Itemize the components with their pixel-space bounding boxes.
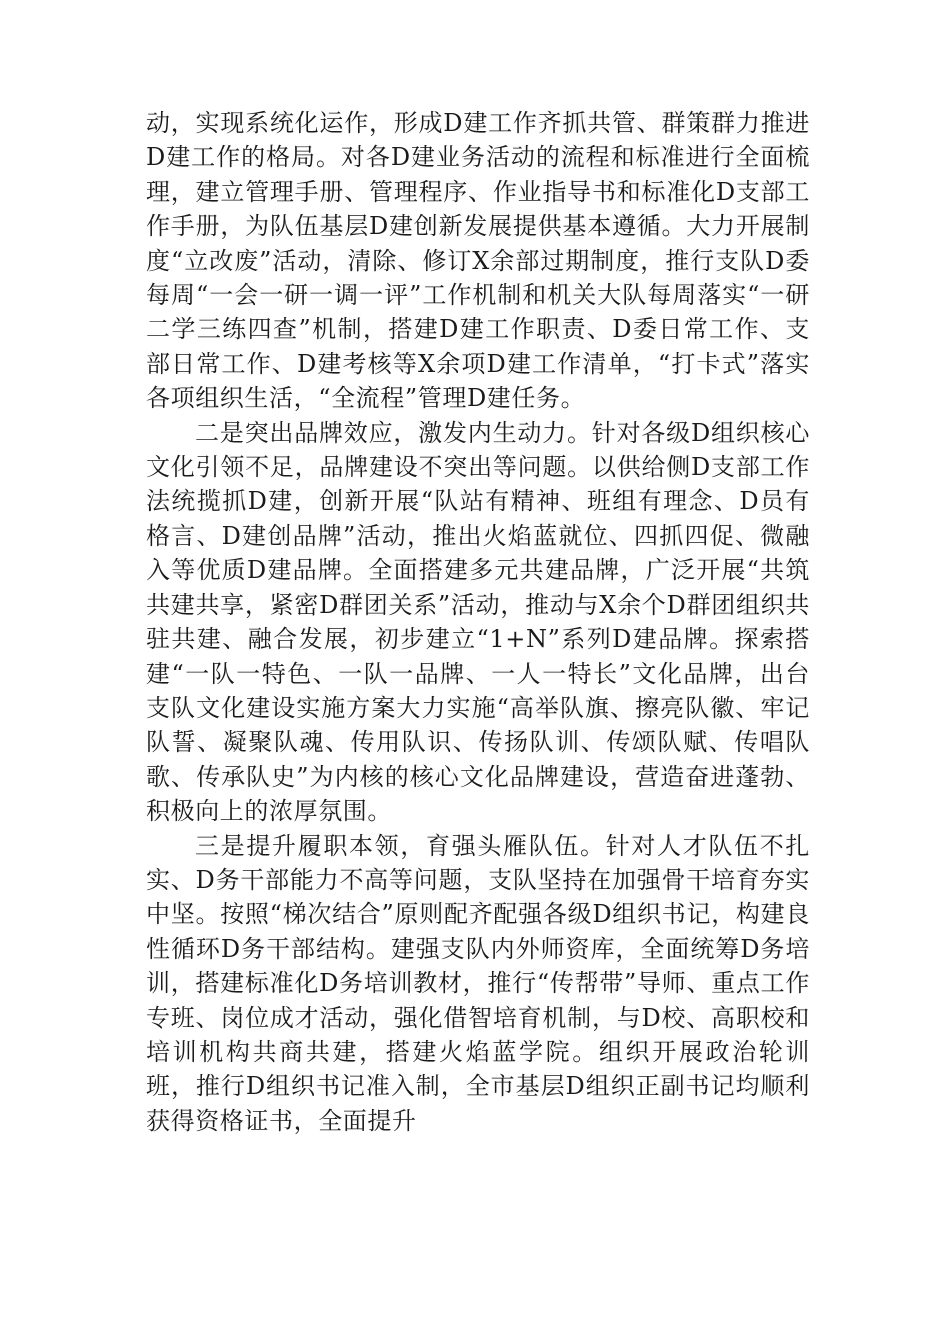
paragraph-1: 动，实现系统化运作，形成D建工作齐抓共管、群策群力推进D建工作的格局。对各D建业务活动的流程和标准进行全面梳理，建立管理手册、管理程序、作业指导书和标准化D支部工作手册，为队伍基层D建创新发展提供基本遵循。大力开展制度“立改废”活动，清除、修订X余部过期制度，推行支队D委每周“一会一研一调一评”工作机制和机关大队每周落实“一研二学三练四查”机制，搭建D建工作职责、D委日常工作、支部日常工作、D建考核等X余项D建工作清单，“打卡式”落实各项组织生活，“全流程”管理D建任务。 [146, 109, 810, 413]
paragraph-3: 三是提升履职本领，育强头雁队伍。针对人才队伍不扎实、D务干部能力不高等问题，支队坚持在加强骨干培育夯实中坚。按照“梯次结合”原则配齐配强各级D组织书记，构建良性循环D务干部结构。建强支队内外师资库，全面统筹D务培训，搭建标准化D务培训教材，推行“传帮带”导师、重点工作专班、岗位成才活动，强化借智培育机制，与D校、高职校和培训机构共商共建，搭建火焰蓝学院。组织开展政治轮训班，推行D组织书记准入制，全市基层D组织正副书记均顺利获得资格证书，全面提升 [146, 831, 810, 1135]
document-body [146, 106, 810, 1138]
paragraph-2: 二是突出品牌效应，激发内生动力。针对各级D组织核心文化引领不足，品牌建设不突出等问题。以供给侧D支部工作法统揽抓D建，创新开展“队站有精神、班组有理念、D员有格言、D建创品牌”活动，推出火焰蓝就位、四抓四促、微融入等优质D建品牌。全面搭建多元共建品牌，广泛开展“共筑共建共享，紧密D群团关系”活动，推动与X余个D群团组织共驻共建、融合发展，初步建立“1+N”系列D建品牌。探索搭建“一队一特色、一队一品牌、一人一特长”文化品牌，出台支队文化建设实施方案大力实施“高举队旗、擦亮队徽、牢记队誓、凝聚队魂、传用队识、传扬队训、传颂队赋、传唱队歌、传承队史”为内核的核心文化品牌建设，营造奋进蓬勃、积极向上的浓厚氛围。 [146, 418, 810, 826]
